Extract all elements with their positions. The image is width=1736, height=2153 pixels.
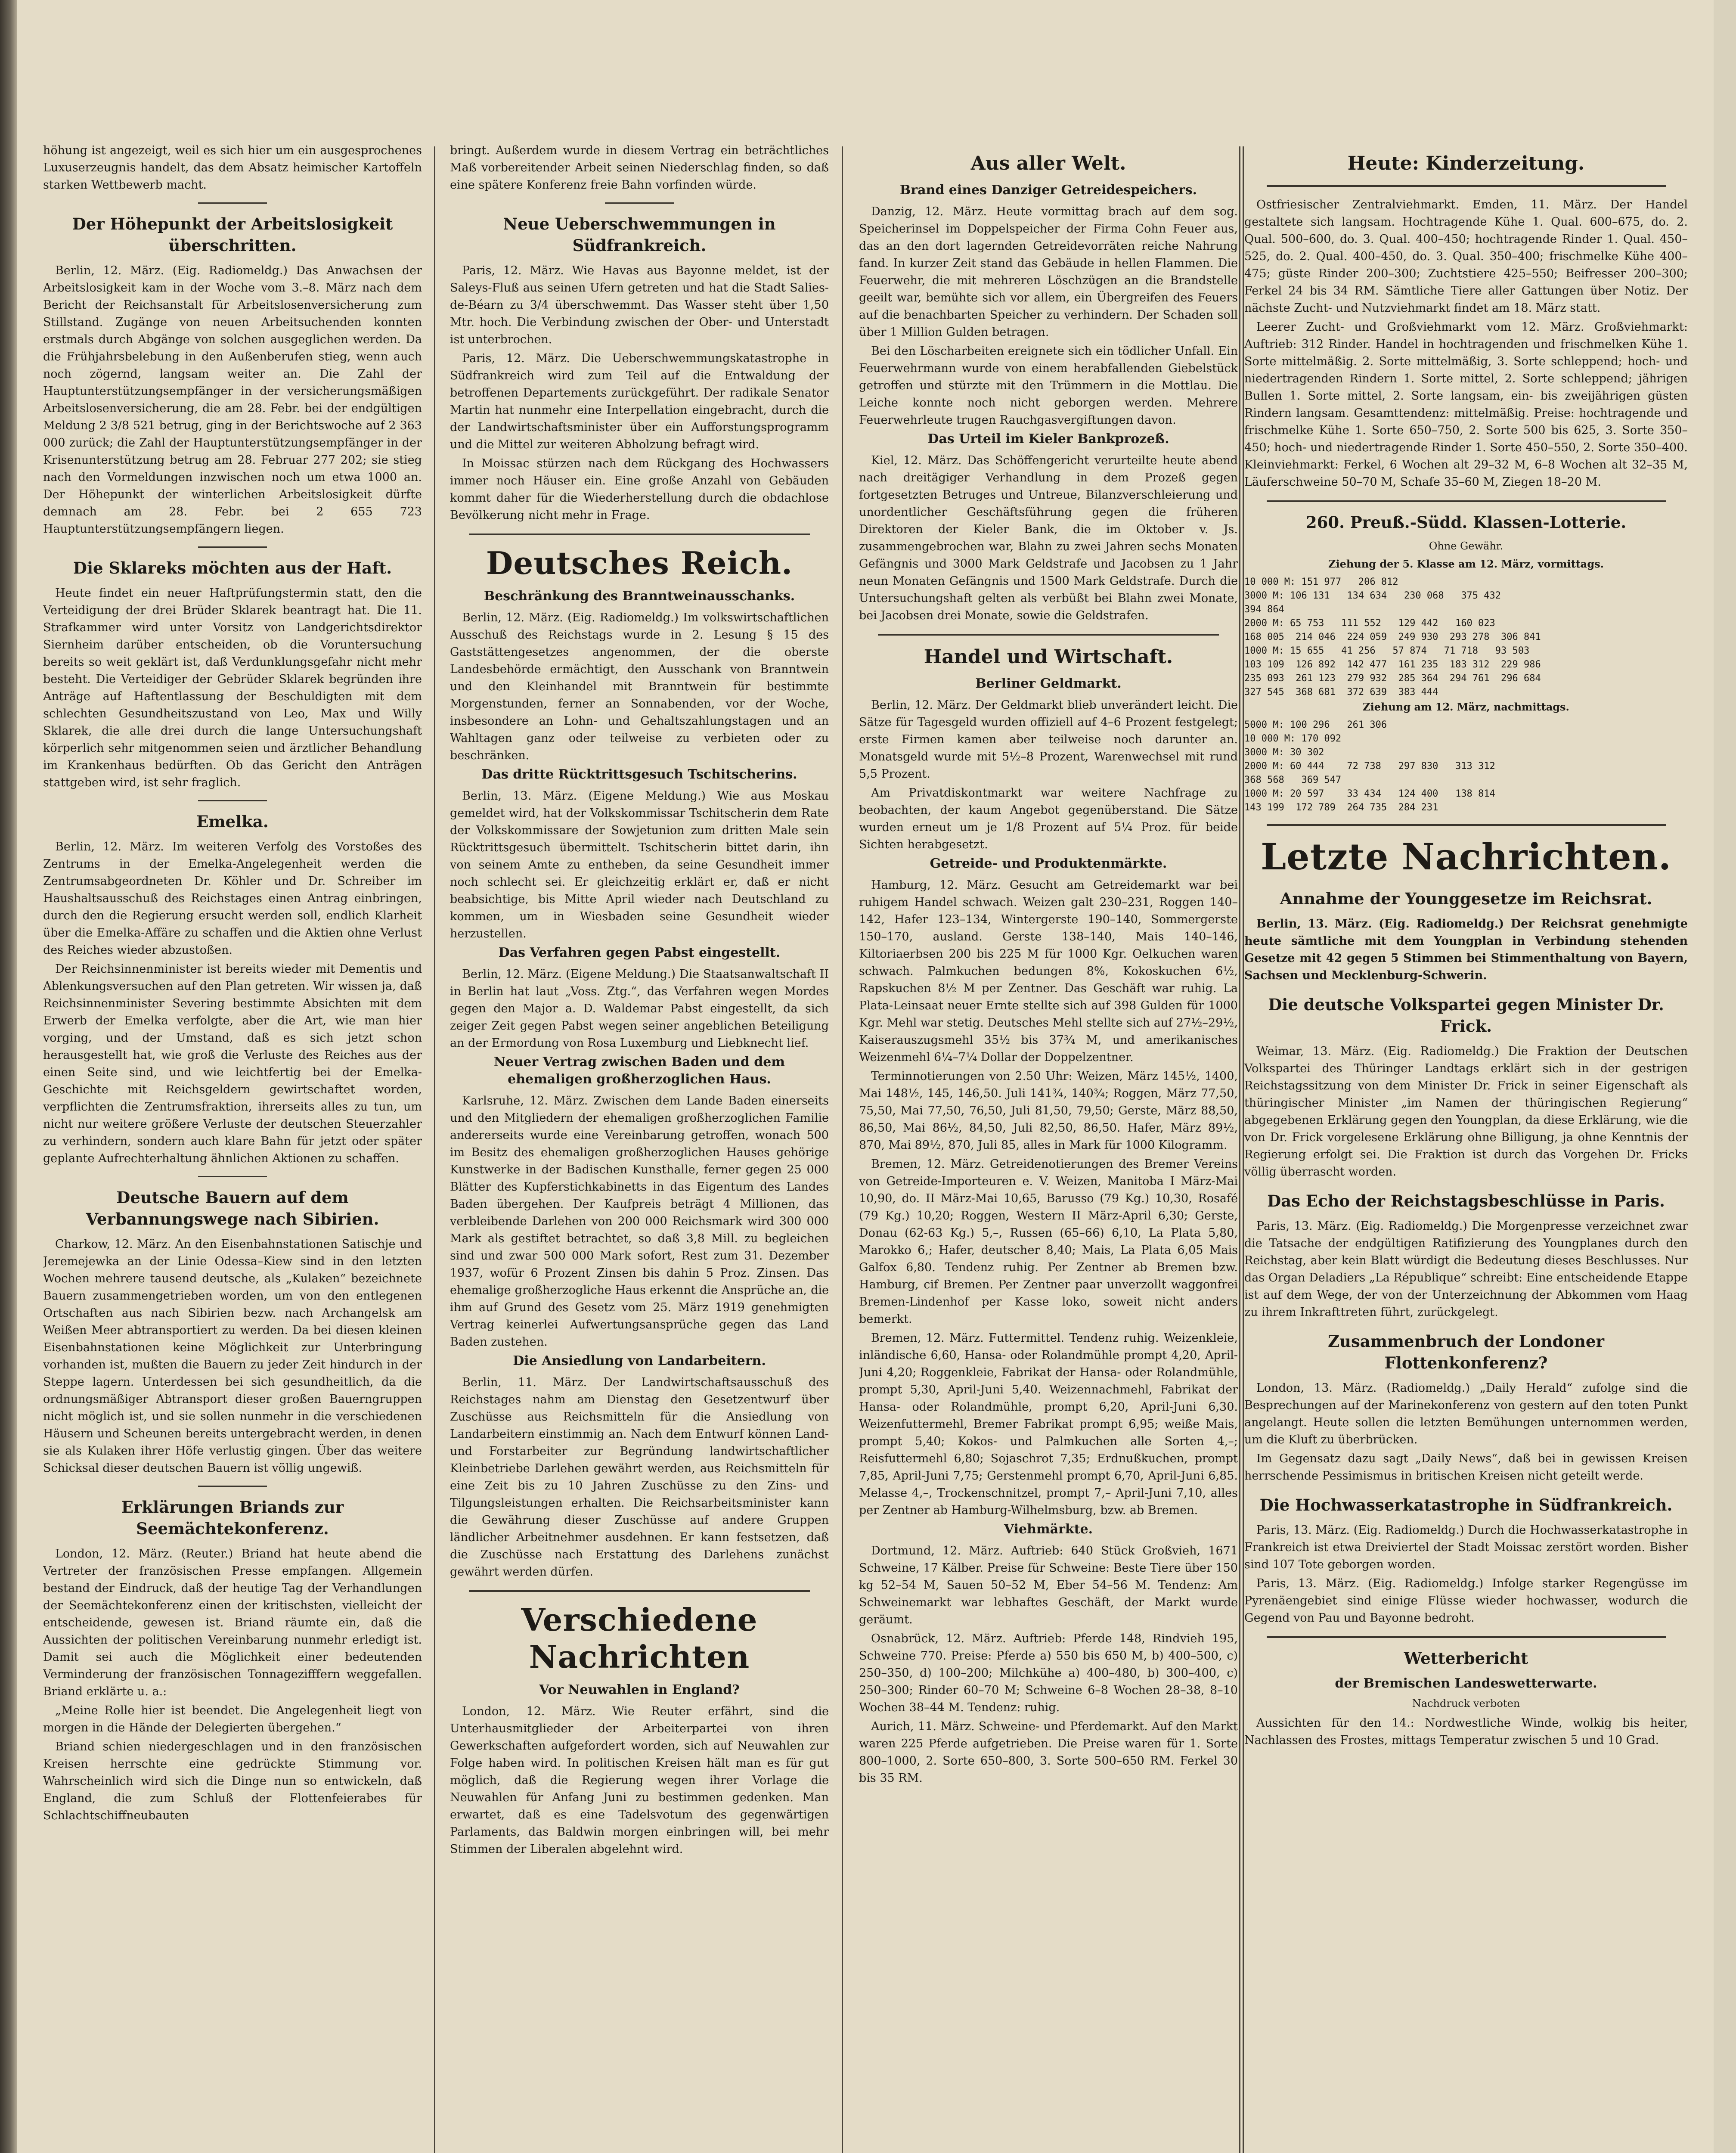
article-text: London, 12. März. (Reuter.) Briand hat heute abend die Vertreter der französischen Presse empfangen. Allgemein bestand der Eindruck, daß der heutige Tag der Verhandlungen der Seemächtekonferenz einen der kritischsten, vielleicht der entscheidende, gewesen ist. Briand räumte ein, daß die Aussichten der politischen Vereinbarung nunmehr erledigt ist. Damit sei auch die Möglichkeit einer bedeutenden Verminderung der französischen Tonnagezifffern weggefallen. Briand erklärte u. a.: (43, 1547, 422, 1698)
section-heading: Handel und Wirtschaft. (924, 646, 1173, 668)
subheadline: Neuer Vertrag zwischen Baden und dem ehemaligen großherzoglichen Haus. (493, 1055, 785, 1087)
article-text: Am Privatdiskontmarkt war weitere Nachfrage zu beobachten, der kaum Angebot gegenüberstand. Die Sätze wurden erneut um je 1/8 Prozent auf 5¼ Proz. für beide Sichten herabgesetzt. (859, 786, 1238, 851)
divider (1267, 1636, 1666, 1638)
weather-forecast: Aussichten für den 14.: Nordwestliche Winde, wolkig bis heiter, Nachlassen des Frostes, mittags Temperatur zwischen 5 und 10 Grad. (1244, 1716, 1688, 1747)
newspaper-page (17, 0, 1714, 2153)
article-text: Bremen, 12. März. Getreidenotierungen des Bremer Vereins von Getreide-Importeuren e. V. Weizen, Manitoba I März-Mai 10,90, do. II März-Mai 10,65, Barusso (79 Kg.) 10,30, Rosafé (79 Kg.) 10,20; Roggen, Western II März-April 6,30; Gerste, Donau (62-63 Kg.) 5,–, Russen (65–66) 6,10, La Plata 5,80, Marokko 6,; Hafer, deutscher 8,40; Mais, La Plata 6,05 Mais Galfox 6,80. Tendenz ruhig. Per Zentner ab Bremen bzw. Hamburg, cif Bremen. Per Zentner paar unverzollt waggonfrei Bremen-Lindenhof per Kasse loko, soweit nicht anders bemerkt. (859, 1157, 1238, 1326)
subheadline: Viehmärkte. (1004, 1522, 1093, 1537)
article-text: Weimar, 13. März. (Eig. Radiomeldg.) Die Fraktion der Deutschen Volkspartei des Thüringer Landtags erklärt sich in der gestrigen Reichstagssitzung von dem Minister Dr. Frick in seiner Eigenschaft als thüringischer Minister „im Namen der thüringischen Regierung“ abgegebenen Erklärung gegen den Youngplan, da diese Erklärung, wie die von Dr. Frick vorgelesene Erklärung ohne Billigung, ja ohne Kenntnis der Regierung erfolgt sei. Die Fraktion ist durch das Vorgehen Dr. Fricks völlig überrascht worden. (1244, 1045, 1688, 1179)
weather-source: der Bremischen Landeswetterwarte. (1335, 1676, 1597, 1691)
article-text: Paris, 13. März. (Eig. Radiomeldg.) Die Morgenpresse verzeichnet zwar die Tatsache der endgültigen Ratifizierung des Youngplanes durch den Reichstag, aber kein Blatt würdigt die Bedeutung dieses Beschlusses. Nur das Organ Deladiers „La République“ schreibt: Eine entscheidende Etappe ist auf dem Wege, der von der Unterzeichnung der Abkommen vom Haag zu ihrem Inkrafttreten führt, zurückgelegt. (1244, 1219, 1688, 1319)
column-rule (842, 146, 843, 2153)
section-heading: Aus aller Welt. (970, 152, 1126, 174)
article-continuation: bringt. Außerdem wurde in diesem Vertrag ein beträchtliches Maß vorbereitender Arbeit seinen Niederschlag finden, so daß eine spätere Konferenz freie Bahn vorfinden würde. (450, 144, 829, 192)
column-4 (1244, 142, 1688, 2153)
divider (198, 800, 267, 801)
article-text: Dortmund, 12. März. Auftrieb: 640 Stück Großvieh, 1671 Schweine, 17 Kälber. Preise für Schweine: Beste Tiere über 150 kg 52–54 M, Sauen 50–52 M, Eber 54–56 M. Tendenz: Am Schweinemarkt war lebhaftes Geschäft, der Markt wurde geräumt. (859, 1544, 1238, 1626)
article-text: Terminnotierungen von 2.50 Uhr: Weizen, März 145½, 1400, Mai 148½, 145, 146,50. Juli 141¾, 140¾; Roggen, März 77,50, 75,50, Mai 77,50, 76,50, Juli 81,50, 79,50; Gerste, März 88,50, 86,50, Mai 86½, 84,50, Juli 82,50, 86,50. Hafer, März 89½, 870, Mai 89½, 870, Juli 85, alles in Mark für 1000 Kilogramm. (859, 1070, 1238, 1152)
disclaimer: Ohne Gewähr. (1429, 540, 1504, 552)
article-text: Berlin, 11. März. Der Landwirtschaftsausschuß des Reichstages nahm am Dienstag den Gesetzentwurf über Zuschüsse aus Reichsmitteln für die Ansiedlung von Landarbeitern einstimmig an. Nach dem Entwurf können Land- und Forstarbeiter zur Begründung landwirtschaftlicher Kleinbetriebe Darlehen gewährt werden, aus Reichsmitteln für eine Zeit bis zu 10 Jahren Zuschüsse zu den Zins- und Tilgungsleistungen erhalten. Die Reichsarbeitsminister kann die Gewährung dieser Zuschüsse auf andere Gruppen ländlicher Arbeitnehmer ausdehnen. Er kann festsetzen, daß die Zuschüsse nach Erstattung des Darlehens zunächst gewährt werden dürfen. (450, 1376, 829, 1579)
subheadline: Beschränkung des Branntweinausschanks. (484, 589, 795, 604)
article-continuation: höhung ist angezeigt, weil es sich hier um ein ausgesprochenes Luxuserzeugnis handelt, das dem Absatz heimischer Kartoffeln starken Wettbewerb macht. (43, 144, 422, 192)
lottery-numbers-afternoon: 5000 M: 100 296 261 306 10 000 M: 170 092 3000 M: 30 302 2000 M: 60 444 72 738 297 830 313 312 368 568 369 547 1000 M: 20 597 33 434 124 400 138 814 143 199 172 789 264 735 284 231 (1244, 720, 1495, 813)
article-text: Der Reichsinnenminister ist bereits wieder mit Dementis und Ablenkungsversuchen auf den Plan getreten. Wir wissen ja, daß Reichsinnenminister Severing bestimmte Absichten mit dem Erwerb der Emelka verfolgte, aber die Art, wie man hier vorging, und der Umstand, daß es sich jetzt schon herausgestellt hat, wie groß die Verluste des Reiches aus der einen Seite sind, und wie leichtfertig bei der Emelka-Geschichte mit Reichsgeldern gewirtschaftet worden, verpflichten die Zentrumsfraktion, ihrerseits alles zu tun, um nicht nur weitere größere Verluste der deutschen Steuerzahler zu verhindern, sondern auch klare Bahn für jetzt oder später geplante Aufrechterhaltung ähnlichen Aktionen zu schaffen. (43, 962, 422, 1165)
headline: Die deutsche Volkspartei gegen Minister Dr. Frick. (1268, 995, 1664, 1036)
column-rule (434, 146, 435, 2153)
article-text: Bremen, 12. März. Futtermittel. Tendenz ruhig. Weizenkleie, inländische 6,60, Hansa- oder Rolandmühle prompt 4,20, April-Juni 4,20; Roggenkleie, Fabrikat der Hansa- oder Rolandmühle, prompt 5,30, April-Juni 5,40. Weizennachmehl, Fabrikat der Hansa- oder Rolandmühle, prompt 6,20, April-Juni 6,30. Weizenfuttermehl, Bremer Fabrikat prompt 6,95; weiße Mais, prompt 5,40; Kokos- und Palmkuchen alle Sorten 4,–; Reisfuttermehl 6,80; Sojaschrot 7,35; Erdnußkuchen, prompt 7,85, April-Juni 7,75; Gerstenmehl prompt 6,70, April-Juni 6,85. Melasse 4,–, Trockenschnitzel, prompt 7,– April-Juni 7,10, alles per Zentner ab Hamburg-Wilhelmsburg, bzw. ab Bremen. (859, 1331, 1238, 1517)
article-text: Heute findet ein neuer Haftprüfungstermin statt, den die Verteidigung der drei Brüder Sklarek beantragt hat. Die 11. Strafkammer wird unter Vorsitz von Landgerichtsdirektor Siernheim darüber entscheiden, ob die Voruntersuchung bereits so weit geklärt ist, daß Verdunklungsgefahr nicht mehr besteht. Die Verteidiger der Gebrüder Sklarek begründen ihre Anträge auf Haftentlassung der Beschuldigten mit dem schlechten Gesundheitszustand von Leo, Max und Willy Sklarek, die alle drei durch die lange Untersuchungshaft körperlich sehr mitgenommen seien und ärztlicher Behandlung im Krankenhaus bedürften. Ob das Gericht den Anträgen stattgeben wird, ist sehr fraglich. (43, 586, 422, 789)
section-heading: Verschiedene Nachrichten (521, 1601, 758, 1675)
draw-label: Ziehung der 5. Klasse am 12. März, vormittags. (1328, 558, 1604, 570)
article-text: Danzig, 12. März. Heute vormittag brach auf dem sog. Speicherinsel im Doppelspeicher der Firma Cohn Feuer aus, das an den dort lagernden Getreidevorräten reiche Nahrung fand. In kurzer Zeit stand das Gebäude in hellen Flammen. Die Feuerwehr, die mit mehreren Löschzügen an die Brandstelle geeilt war, bemühte sich vor allem, ein Übergreifen des Feuers auf die benachbarten Speicher zu verhindern. Der Schaden soll über 1 Million Gulden betragen. (859, 205, 1238, 339)
article-text: Im Gegensatz dazu sagt „Daily News“, daß bei in gewissen Kreisen herrschende Pessimismus in britischen Kreisen nicht geteilt werde. (1244, 1452, 1688, 1483)
divider (198, 202, 267, 204)
article-text: Berlin, 13. März. (Eigene Meldung.) Wie aus Moskau gemeldet wird, hat der Volkskommissar Tschitscherin dem Rate der Volkskommissare der Sowjetunion zum dritten Male sein Rücktrittsgesuch übermittelt. Tschitscherin bittet darin, ihn von seinem Amte zu entheben, da seine Gesundheit immer noch schlecht sei. Er gleichzeitig erklärt er, daß er nicht beabsichtige, bis Mitte April wieder nach Deutschland zu kommen, um in Wiesbaden seine Gesundheit wieder herzustellen. (450, 789, 829, 940)
column-1 (43, 142, 422, 2153)
article-text: Paris, 13. März. (Eig. Radiomeldg.) Durch die Hochwasserkatastrophe in Frankreich ist etwa Dreiviertel der Stadt Moissac zerstört worden. Bisher sind 107 Tote geborgen worden. (1244, 1523, 1688, 1571)
subheadline: Das Urteil im Kieler Bankprozeß. (927, 431, 1169, 447)
article-text: Karlsruhe, 12. März. Zwischen dem Lande Baden einerseits und den Mitgliedern der ehemaligen großherzoglichen Familie andererseits wurde eine Vereinbarung getroffen, wonach 500 im Besitz des ehemaligen großherzoglichen Hauses gehörige Kunstwerke in der Badischen Kunsthalle, ferner gegen 25 000 Blätter des Kupferstichkabinetts in das Eigentum des Landes Baden übergehen. Der Kaufpreis beträgt 4 Millionen, das verbleibende Darlehen von 200 000 Reichsmark wird 300 000 Mark als gestiftet betrachtet, so daß 3,8 Mill. zu begleichen sind und zwar 500 000 Mark sofort, Rest zum 31. Dezember 1937, wofür 6 Prozent Zinsen bis dahin 5 Proz. Zinsen. Das ehemalige großherzogliche Haus erkennt die Ansprüche an, die ihm auf Grund des Gesetz vom 25. März 1919 genehmigten Vertrag keinerlei Aufwertungsansprüche gegen das Land Baden zustehen. (450, 1094, 829, 1349)
headline: Zusammenbruch der Londoner Flottenkonferenz? (1328, 1332, 1604, 1372)
section-heading: Heute: Kinderzeitung. (1347, 152, 1585, 174)
headline: Emelka. (196, 812, 269, 831)
subheadline: Die Ansiedlung von Landarbeitern. (513, 1353, 766, 1368)
article-text: Berlin, 12. März. Der Geldmarkt blieb unverändert leicht. Die Sätze für Tagesgeld wurden offiziell auf 4–6 Prozent festgelegt; erste Firmen kamen aber teilweise noch darunter an. Monatsgeld wurde mit 5½–8 Prozent, Warenwechsel mit rund 5,5 Prozent. (859, 698, 1238, 781)
divider (1267, 185, 1666, 187)
article-text: Leerer Zucht- und Großviehmarkt vom 12. März. Großviehmarkt: Auftrieb: 312 Rinder. Handel in hochtragenden und frischmelken Kühe 1. Sorte mittelmäßig. 2. Sorte mittelmäßig, 3. Sorte schleppend; hoch- und niedertragenden Rindern 1. Sorte mittel, 2. Sorte schleppend; jährigen Bullen 1. Sorte mittel, 2. Sorte langsam, ein- bis zweijährigen güsten Rindern langsam. Gesamttendenz: mittelmäßig. Preise: hochtragende und frischmelke Kühe 1. Sorte 650–750, 2. Sorte 500 bis 625, 3. Sorte 350–450; hoch- und niedertragende Rinder 1. Sorte 450–550, 2. Sorte 350–400. Kleinviehmarkt: Ferkel, 6 Wochen alt 29–32 M, 6–8 Wochen alt 32–35 M, Läuferschweine 50–70 M, Schafe 35–60 M, Ziegen 18–20 M. (1244, 320, 1688, 489)
subheadline: Vor Neuwahlen in England? (539, 1682, 740, 1697)
column-rule (1239, 146, 1240, 2153)
subheadline: Das Verfahren gegen Pabst eingestellt. (498, 945, 781, 960)
draw-label: Ziehung am 12. März, nachmittags. (1363, 701, 1569, 713)
article-text: London, 12. März. Wie Reuter erfährt, sind die Unterhausmitglieder der Arbeiterpartei von ihren Gewerkschaften aufgefordert worden, sich auf Neuwahlen zur Folge haben wird. In politischen Kreisen hält man es für gut möglich, daß die Regierung wegen ihrer Vorlage die Neuwahlen für Anfang Juni zu bestimmen gedenken. Man erwartet, daß es eine Tadelsvotum des gegenwärtigen Parlaments, das Baldwin morgen einbringen will, bei mehr Stimmen der Liberalen abgelehnt wird. (450, 1705, 829, 1856)
headline: Die Hochwasserkatastrophe in Südfrankreich. (1259, 1495, 1673, 1514)
page-binding-edge (0, 0, 17, 2153)
article-text: Paris, 13. März. (Eig. Radiomeldg.) Infolge starker Regengüsse im Pyrenäengebiet sind einige Flüsse wieder hochwasser, wodurch die Gegend von Pau und Bayonne bedroht. (1244, 1577, 1688, 1625)
article-text: Paris, 12. März. Wie Havas aus Bayonne meldet, ist der Saleys-Fluß aus seinen Ufern getreten und hat die Stadt Salies-de-Béarn zu 3/4 überschwemmt. Das Wasser steht über 1,50 Mtr. hoch. Die Verbindung zwischen der Ober- und Unterstadt ist unterbrochen. (450, 264, 829, 346)
divider (198, 1486, 267, 1487)
headline: Das Echo der Reichstagsbeschlüsse in Paris. (1267, 1191, 1665, 1210)
headline: Deutsche Bauern auf dem Verbannungswege nach Sibirien. (86, 1188, 379, 1229)
headline: Die Sklareks möchten aus der Haft. (73, 558, 392, 577)
reprint-notice: Nachdruck verboten (1412, 1697, 1520, 1709)
lottery-heading: 260. Preuß.-Südd. Klassen-Lotterie. (1305, 513, 1627, 532)
article-text: Briand schien niedergeschlagen und in den französischen Kreisen herrschte eine gedrückte Stimmung vor. Wahrscheinlich wird sich die Dinge nun so entwickeln, daß England, die zum Schluß der Flottenfeierabes für Schlachtschiffneubauten (43, 1740, 422, 1822)
article-text: Ostfriesischer Zentralviehmarkt. Emden, 11. März. Der Handel gestaltete sich langsam. Hochtragende Kühe 1. Qual. 600–675, do. 2. Qual. 500–600, do. 3. Qual. 400–450; hochtragende Rinder 1. Qual. 450–525, do. 2. Qual. 400–450, do. 3. Qual. 350–400; frischmelke Kühe 400–475; güste Rinder 200–300; Zuchtstiere 425–550; Beifresser 200–300; Ferkel 24 bis 34 RM. Sämtliche Tiere aller Gattungen über Notiz. Der nächste Zucht- und Nutzviehmarkt findet am 18. März statt. (1244, 198, 1688, 315)
article-text: Berlin, 12. März. Im weiteren Verfolg des Vorstoßes des Zentrums in der Emelka-Angelegenheit werden die Zentrumsabgeordneten Dr. Köhler und Dr. Schreiber im Haushaltsausschuß des Reichstages einen Antrag einbringen, durch den die Regierung ersucht werden soll, endlich Klarheit über die Emelka-Affäre zu schaffen und die Aktien ohne Verlust des Reiches wieder abzustoßen. (43, 840, 422, 957)
headline: Annahme der Younggesetze im Reichsrat. (1280, 889, 1652, 908)
divider (878, 634, 1219, 636)
divider (1267, 500, 1666, 502)
section-heading: Deutsches Reich. (486, 545, 793, 581)
weather-heading: Wetterbericht (1404, 1649, 1528, 1668)
article-text: „Meine Rolle hier ist beendet. Die Angelegenheit liegt von morgen in die Hände der Delegierten übergehen.“ (43, 1704, 422, 1734)
article-text: Berlin, 12. März. (Eigene Meldung.) Die Staatsanwaltschaft II in Berlin hat laut „Voss. Ztg.“, das Verfahren wegen Mordes gegen den Major a. D. Waldemar Pabst eingestellt, da sich zeiger Zeit gegen Pabst wegen seiner angeblichen Beteiligung an der Ermordung von Rosa Luxemburg und Liebknecht lief. (450, 968, 829, 1050)
section-heading: Letzte Nachrichten. (1261, 835, 1671, 878)
lottery-numbers-morning: 10 000 M: 151 977 206 812 3000 M: 106 131 134 634 230 068 375 432 394 864 2000 M: 65 753 111 552 129 442 160 023 168 005 214 046 224 059 249 930 293 278 306 841 1000 M: 15 655 41 256 57 874 71 718 93 503 103 109 126 892 142 477 161 235 183 312 229 986 235 093 261 123 279 932 285 364 294 761 296 684 327 545 368 681 372 639 383 444 (1244, 577, 1541, 698)
divider (198, 546, 267, 548)
divider (469, 534, 810, 535)
article-text: In Moissac stürzen nach dem Rückgang des Hochwassers immer noch Häuser ein. Eine große Anzahl von Gebäuden kommt daher für die Wiederherstellung durch die obdachlose Bevölkerung nicht mehr in Frage. (450, 457, 829, 522)
divider (198, 1176, 267, 1177)
headline: Erklärungen Briands zur Seemächtekonferenz. (121, 1498, 344, 1538)
headline: Der Höhepunkt der Arbeitslosigkeit überschritten. (72, 214, 393, 255)
article-text: Osnabrück, 12. März. Auftrieb: Pferde 148, Rindvieh 195, Schweine 770. Preise: Pferde a) 550 bis 650 M, b) 400–500, c) 250–350, d) 100–200; Milchkühe a) 400–480, b) 300–400, c) 250–300; Rinder 60–70 M; Schweine 6–8 Wochen 28–38, 8–10 Wochen 38–44 M. Tendenz: ruhig. (859, 1632, 1238, 1714)
article-text: Berlin, 12. März. (Eig. Radiomeldg.) Im volkswirtschaftlichen Ausschuß des Reichstags wurde in 2. Lesung § 15 des Gaststättengesetzes angenommen, der die oberste Landesbehörde ermächtigt, den Ausschank von Branntwein und den Kleinhandel mit Branntwein für bestimmte Morgenstunden, ferner an Sonnabenden, vor der Woche, insbesondere an Lohn- und Gehaltszahlungstagen und an Wahltagen ganz oder teilweise zu verbieten oder zu beschränken. (450, 611, 829, 762)
divider (469, 1590, 810, 1592)
article-text: Hamburg, 12. März. Gesucht am Getreidemarkt war bei ruhigem Handel schwach. Weizen galt 230–231, Roggen 140–142, Hafer 123–134, Wintergerste 190–140, Sommergerste 150–170, ausland. Gerste 138–140, Mais 140–146, Kiltoriaerbsen 200 bis 225 M für 1000 Kgr. Oelkuchen waren schwach. Palmkuchen bedungen 8%, Kokoskuchen 6½, Rapskuchen 8½ M per Zentner. Das Geschäft war ruhig. La Plata-Leinsaat neuer Ernte stellte sich auf 398 Gulden für 1000 Kgr. Mehl war stetig. Deutsches Mehl stellte sich auf 27½–29½, Kaiserauszugsmehl 35½ bis 37¾ M, und amerikanisches Weizenmehl 6¼–7¼ Dollar der Doppelzentner. (859, 878, 1238, 1064)
article-text: Berlin, 13. März. (Eig. Radiomeldg.) Der Reichsrat genehmigte heute sämtliche mit dem Youngplan in Verbindung stehenden Gesetze mit 42 gegen 5 Stimmen bei Stimmenthaltung von Bayern, Sachsen und Mecklenburg-Schwerin. (1244, 917, 1688, 982)
article-text: Kiel, 12. März. Das Schöffengericht verurteilte heute abend nach dreitägiger Verhandlung in dem Prozeß gegen fortgesetzten Betruges und Untreue, Bilanzverschleierung und unordentlicher Geschäftsführung gegen die früheren Direktoren der Kieler Bank, die im Oktober v. Js. zusammengebrochen war, Blahn zu zwei Jahren sechs Monaten Gefängnis und 3000 Mark Geldstrafe und Jacobsen zu 1 Jahr neun Monaten Gefängnis und 1500 Mark Geldstrafe. Durch die Untersuchungshaft gelten als verbüßt bei Blahn zwei Monate, bei Jacobsen drei Monate, sowie die Geldstrafen. (859, 454, 1238, 622)
article-text: London, 13. März. (Radiomeldg.) „Daily Herald“ zufolge sind die Besprechungen auf der Marinekonferenz von gestern auf den toten Punkt angelangt. Heute sollen die letzten Bemühungen unternommen werden, um die Kluft zu überbrücken. (1244, 1381, 1688, 1446)
subheadline: Getreide- und Produktenmärkte. (930, 856, 1167, 871)
subheadline: Das dritte Rücktrittsgesuch Tschitscherins. (481, 767, 797, 782)
article-text: Bei den Löscharbeiten ereignete sich ein tödlicher Unfall. Ein Feuerwehrmann wurde von einem herabfallenden Giebelstück getroffen und stürzte mit den Trümmern in die Mottlau. Die Leiche konnte noch nicht geborgen werden. Mehrere Feuerwehrleute trugen Rauchgasvergiftungen davon. (859, 344, 1238, 427)
article-text: Berlin, 12. März. (Eig. Radiomeldg.) Das Anwachsen der Arbeitslosigkeit kam in der Woche vom 3.–8. März nach dem Bericht der Reichsanstalt für Arbeitslosenversicherung zum Stillstand. Zugänge von neuen Arbeitsuchenden konnten erstmals durch Abgänge von solchen ausgeglichen werden. Da die Frühjahrsbelebung in den Außenberufen stieg, wenn auch noch zögernd, langsam weiter an. Die Zahl der Hauptunterstützungsempfänger in der versicherungsmäßigen Arbeitslosenversicherung, die am 28. Febr. bei der endgültigen Meldung 2 3/8 521 betrug, ging in der Berichtswoche auf 2 363 000 zurück; die Zahl der Hauptunterstützungsempfänger in der Krisenunterstützung betrug am 28. Februar 277 202; sie stieg nach den Vormeldungen inzwischen noch um etwa 1000 an. Der Höhepunkt der winterlichen Arbeitslosigkeit dürfte demnach am 28. Febr. bei 2 655 723 Hauptunterstützungsempfängern liegen. (43, 264, 422, 536)
divider (1267, 824, 1666, 826)
column-3 (859, 142, 1238, 2153)
column-2 (450, 142, 829, 2153)
headline: Neue Ueberschwemmungen in Südfrankreich. (503, 214, 776, 255)
divider (605, 202, 674, 204)
subheadline: Berliner Geldmarkt. (975, 676, 1122, 691)
article-text: Paris, 12. März. Die Ueberschwemmungskatastrophe in Südfrankreich wird zum Teil auf die Entwaldung der betroffenen Departements zurückgeführt. Der radikale Senator Martin hat nunmehr eine Interpellation eingebracht, durch die der Landwirtschaftsminister über ein Aufforstungsprogramm und die Mittel zur weiteren Abholzung befragt wird. (450, 352, 829, 451)
article-text: Charkow, 12. März. An den Eisenbahnstationen Satischje und Jeremejewka an der Linie Odessa–Kiew sind in den letzten Wochen mehrere tausend deutsche, als „Kulaken“ bezeichnete Bauern zusammengetrieben worden, um von den entlegenen Ortschaften aus nach Sibirien bezw. nach Archangelsk am Weißen Meer abtransportiert zu werden. Da bei diesen kleinen Eisenbahnstationen keine Möglichkeit zur Unterbringung vorhanden ist, mußten die Bauern zu jeder Zeit hindurch in der Steppe lagern. Unterdessen bei sich gesundheitlich, da die ordnungsmäßiger Abtransport dieser großen Bauerngruppen nicht möglich ist, und sie sollen nunmehr in die verschiedenen Häusern und Scheunen bereits untergebracht werden, in denen sie als Kulaken ihrer Höfe verlustig gingen. Über das weitere Schicksal dieser deutschen Bauern ist völlig ungewiß. (43, 1238, 422, 1475)
article-text: Aurich, 11. März. Schweine- und Pferdemarkt. Auf den Markt waren 225 Pferde aufgetrieben. Die Preise waren für 1. Sorte 800–1000, 2. Sorte 650–800, 3. Sorte 500–650 RM. Ferkel 30 bis 35 RM. (859, 1720, 1238, 1785)
subheadline: Brand eines Danziger Getreidespeichers. (899, 183, 1197, 198)
